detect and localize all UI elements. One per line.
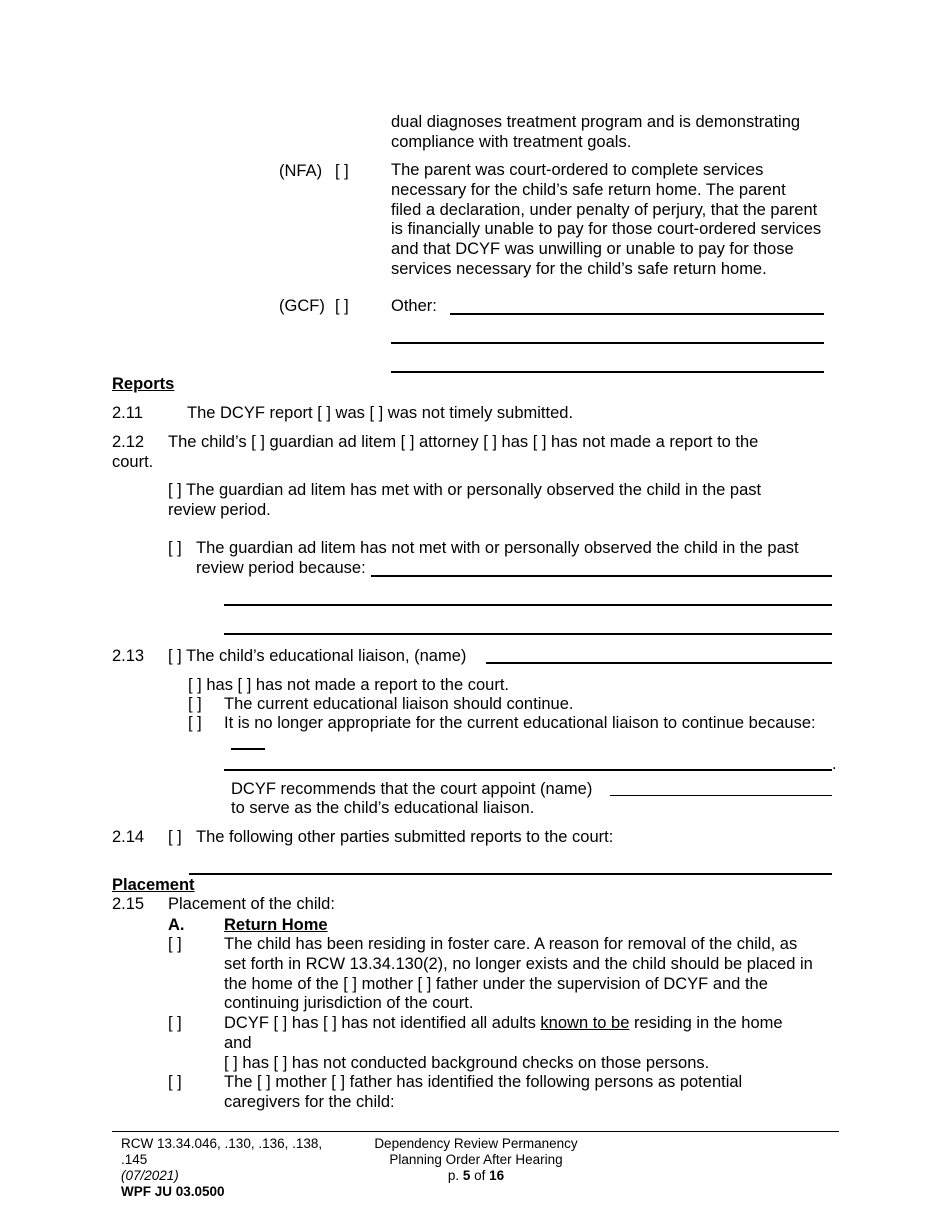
subsection-a-letter: A.	[168, 916, 185, 934]
footer-left	[121, 1136, 322, 1200]
section-2-12-number: 2.12	[112, 433, 145, 451]
footer-title: Planning Order After Hearing	[389, 1152, 563, 1167]
nfa-text	[391, 161, 821, 280]
placement-heading: Placement	[112, 876, 195, 894]
liaison-reason-field-2[interactable]	[224, 769, 832, 771]
adults-identified-line1	[224, 1014, 783, 1034]
liaison-recommend-line2: to serve as the child’s educational liaison.	[231, 799, 535, 817]
section-2-15-text: Placement of the child:	[168, 895, 335, 913]
continuation-line: compliance with treatment goals.	[391, 132, 632, 151]
continuation-line: dual diagnoses treatment program and is demonstrating	[391, 113, 801, 131]
return-home-checkbox[interactable]: [ ]	[168, 935, 182, 953]
background-check-line: [ ] has [ ] has not conducted background checks on those persons.	[224, 1053, 710, 1072]
liaison-continue-checkbox[interactable]: [ ]	[188, 695, 202, 713]
footer-page-number	[360, 1168, 592, 1184]
section-2-12-line2: court.	[112, 453, 154, 471]
gal-reason-field-1[interactable]	[371, 575, 832, 577]
liaison-discontinue-text: It is no longer appropriate for the current educational liaison to continue because:	[224, 714, 816, 732]
footer-rule	[112, 1131, 839, 1132]
section-2-15-number: 2.15	[112, 895, 145, 913]
liaison-reason-period: .	[832, 755, 837, 773]
adults-identified-line2: and	[224, 1033, 252, 1052]
section-2-11-text: The DCYF report [ ] was [ ] was not timely submitted.	[187, 404, 574, 422]
gcf-other-label: Other:	[391, 297, 437, 315]
gal-not-met-checkbox[interactable]: [ ]	[168, 539, 182, 557]
gcf-code: (GCF)	[279, 297, 325, 315]
nfa-line: filed a declaration, under penalty of perjury, that the parent	[391, 200, 818, 219]
recommended-liaison-name-field[interactable]	[610, 795, 832, 796]
return-home-line: set forth in RCW 13.34.130(2), no longer exists and the child should be placed in	[224, 954, 813, 973]
caregivers-line: caregivers for the child:	[224, 1092, 395, 1111]
section-2-14-number: 2.14	[112, 828, 145, 846]
gal-reason-field-3[interactable]	[224, 633, 832, 635]
known-to-be-emphasis: known to be	[540, 1014, 630, 1032]
footer-rcw: .145	[121, 1152, 148, 1167]
caregivers-text	[224, 1073, 742, 1113]
continuation-text	[391, 113, 800, 153]
section-2-14-checkbox[interactable]: [ ]	[168, 828, 182, 846]
return-home-line: continuing jurisdiction of the court.	[224, 994, 474, 1013]
gal-not-met-line1: The guardian ad litem has not met with or personally observed the child in the past	[196, 539, 799, 557]
gcf-other-field-2[interactable]	[391, 342, 824, 344]
nfa-line: services necessary for the child’s safe return home.	[391, 259, 767, 278]
footer-center	[360, 1136, 592, 1184]
liaison-continue-text: The current educational liaison should continue.	[224, 695, 574, 713]
return-home-text	[224, 935, 813, 1014]
caregivers-line: The [ ] mother [ ] father has identified the following persons as potential	[224, 1073, 743, 1091]
footer-date: (07/2021)	[121, 1168, 179, 1183]
liaison-discontinue-checkbox[interactable]: [ ]	[188, 714, 202, 732]
liaison-report-option: [ ] has [ ] has not made a report to the court.	[188, 676, 510, 694]
liaison-recommend-line1: DCYF recommends that the court appoint (name)	[231, 780, 593, 798]
other-parties-field[interactable]	[189, 873, 832, 875]
caregivers-checkbox[interactable]: [ ]	[168, 1073, 182, 1091]
nfa-line: and that DCYF was unwilling or unable to pay for those	[391, 240, 794, 259]
return-home-line: The child has been residing in foster care. A reason for removal of the child, as	[224, 935, 798, 953]
adults-identified-post: residing in the home	[629, 1014, 783, 1032]
total-pages: 16	[489, 1168, 505, 1183]
gal-met-line: review period.	[168, 500, 271, 519]
gal-reason-field-2[interactable]	[224, 604, 832, 606]
nfa-line: is financially unable to pay for those court-ordered services	[391, 220, 822, 239]
page-prefix: p.	[447, 1168, 463, 1183]
adults-identified-checkbox[interactable]: [ ]	[168, 1014, 182, 1032]
nfa-line: The parent was court-ordered to complete services	[391, 161, 764, 179]
gal-met-option	[168, 481, 761, 521]
section-2-13-text: [ ] The child’s educational liaison, (name)	[168, 647, 467, 665]
footer-title: Dependency Review Permanency	[374, 1136, 578, 1151]
gal-not-met-line2: review period because:	[196, 559, 366, 577]
page-of: of	[470, 1168, 490, 1183]
reports-heading: Reports	[112, 375, 175, 393]
gal-met-line: [ ] The guardian ad litem has met with or personally observed the child in the past	[168, 481, 762, 499]
section-2-14-text: The following other parties submitted reports to the court:	[196, 828, 614, 846]
nfa-checkbox[interactable]: [ ]	[335, 162, 349, 180]
footer-form-number: WPF JU 03.0500	[121, 1184, 225, 1199]
current-page: 5	[462, 1168, 471, 1183]
adults-identified-pre: DCYF [ ] has [ ] has not identified all adults	[224, 1014, 541, 1032]
return-home-heading: Return Home	[224, 916, 328, 934]
nfa-code: (NFA)	[279, 162, 323, 180]
footer-rcw: RCW 13.34.046, .130, .136, .138,	[121, 1136, 323, 1151]
liaison-reason-field-1[interactable]	[231, 748, 265, 750]
liaison-name-field[interactable]	[486, 662, 832, 664]
return-home-line: the home of the [ ] mother [ ] father under the supervision of DCYF and the	[224, 974, 768, 993]
nfa-line: necessary for the child’s safe return home. The parent	[391, 180, 786, 199]
gcf-other-field-1[interactable]	[450, 313, 824, 315]
section-2-11-number: 2.11	[112, 404, 143, 422]
adults-identified-text	[224, 1014, 783, 1073]
section-2-12-line1: The child’s [ ] guardian ad litem [ ] attorney [ ] has [ ] has not made a report to the	[168, 433, 759, 451]
gcf-other-field-3[interactable]	[391, 371, 824, 373]
gcf-checkbox[interactable]: [ ]	[335, 297, 349, 315]
section-2-13-number: 2.13	[112, 647, 145, 665]
